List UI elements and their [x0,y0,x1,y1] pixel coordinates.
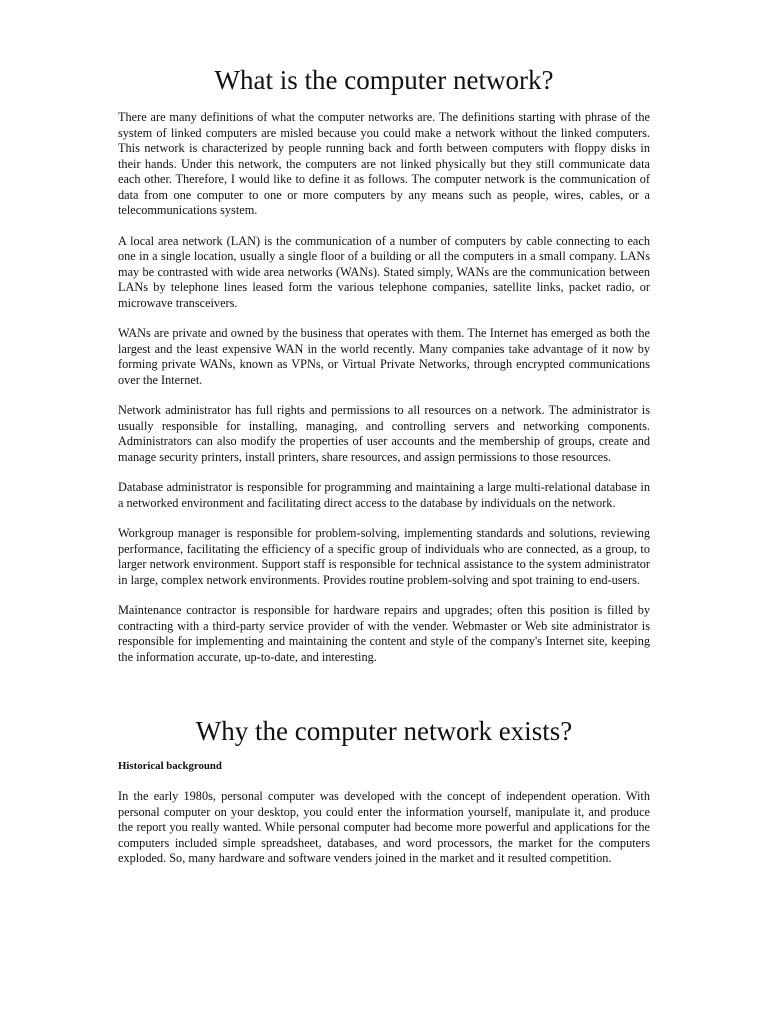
paragraph-workgroup-manager: Workgroup manager is responsible for problem-solving, implementing standards and solutions, reviewing performance, facilitating the efficiency of a specific group of individuals who are connected, as a group, to larger network environment. Support staff is responsible for technical assistance to the system administrator in large, complex network environments. Provides routine problem-solving and spot training to end-users. [118,526,650,587]
paragraph-database-administrator: Database administrator is responsible for programming and maintaining a large multi-relational database in a networked environment and facilitating direct access to the database by individuals on the network. [118,480,650,510]
paragraph-wan: WANs are private and owned by the business that operates with them. The Internet has emerged as both the largest and the least expensive WAN in the world recently. Many companies take advantage of it now by forming private WANs, known as VPNs, or Virtual Private Networks, through encrypted communications over the Internet. [118,326,650,387]
paragraph-definition: There are many definitions of what the computer networks are. The definitions starting with phrase of the system of linked computers are misled because you could make a network without the linked computers. This network is characterized by people running back and forth between computers with floppy disks in their hands. Under this network, the computers are not linked physically but they still communicate data each other. Therefore, I would like to define it as follows. The computer network is the communication of data from one computer to one or more computers by any means such as people, wires, cables, or a telecommunications system. [118,110,650,217]
paragraph-maintenance-contractor: Maintenance contractor is responsible for hardware repairs and upgrades; often this position is filled by contracting with a third-party service provider of with the vender. Webmaster or Web site administrator is responsible for implementing and maintaining the content and style of the company's Internet site, keeping the information accurate, up-to-date, and interesting. [118,603,650,664]
document-content [118,64,650,882]
paragraph-history: In the early 1980s, personal computer was developed with the concept of independent operation. With personal computer on your desktop, you could enter the information yourself, manipulate it, and produce the report you really wanted. While personal computer had become more powerful and applications for the computers included simple spreadsheet, databases, and word processors, the market for the computers exploded. So, many hardware and software venders joined in the market and it resulted competition. [118,789,650,865]
paragraph-network-administrator: Network administrator has full rights and permissions to all resources on a network. The administrator is usually responsible for installing, managing, and controlling servers and networking components. Administrators can also modify the properties of user accounts and the membership of groups, create and manage security printers, install printers, share resources, and assign permissions to those resources. [118,403,650,464]
heading-why-network-exists: Why the computer network exists? [195,716,573,746]
subheading-historical-background: Historical background [118,760,222,772]
heading-what-is-network: What is the computer network? [214,65,554,95]
paragraph-lan: A local area network (LAN) is the communication of a number of computers by cable connecting to each one in a single location, usually a single floor of a building or all the computers in a small company. LANs may be contrasted with wide area networks (WANs). Stated simply, WANs are the communication between LANs by telephone lines leased form the various telephone companies, satellite links, packet radio, or microwave transceivers. [118,233,650,310]
